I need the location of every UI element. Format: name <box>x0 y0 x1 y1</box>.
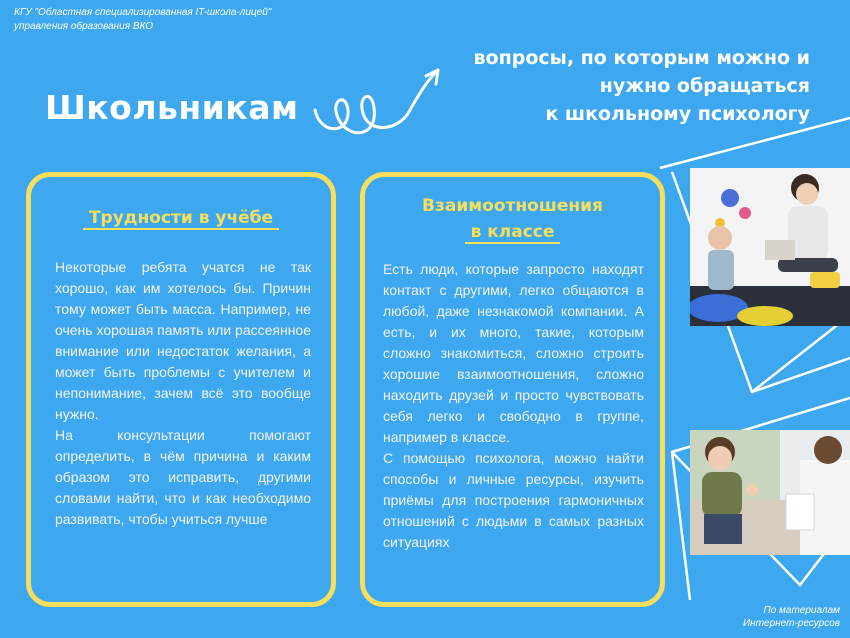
card-paragraph: С помощью психолога, можно найти способы и личные ресурсы, изучить приёмы для построения гармоничных отношений с людьми в самых разных ситуациях <box>383 450 644 550</box>
card-title <box>365 193 660 245</box>
card-title <box>31 205 331 231</box>
card-title-line: Трудности в учёбе <box>88 208 274 228</box>
frame-line <box>752 358 850 392</box>
card-paragraph: Некоторые ребята учатся не так хорошо, как им хотелось бы. Причин тому может быть масса. Например, не очень хорошая память или рассеянное внимание или недостаток желания, а может быть проблемы с учителем и непонимание, зачем всё это вообще нужно. <box>55 259 312 422</box>
credit-line: Интернет-ресурсов <box>743 618 840 629</box>
organization-header <box>14 6 271 34</box>
organization-name: КГУ "Областная специализированная IT-школа-лицей" <box>14 7 272 18</box>
photo-psychologist-with-child <box>690 168 850 326</box>
card-study-difficulties <box>26 172 336 607</box>
frame-line <box>672 452 690 600</box>
card-title-line: в классе <box>470 222 555 242</box>
arrow-head-icon <box>426 70 438 84</box>
subtitle-line: к школьному психологу <box>545 103 810 125</box>
card-body <box>55 257 311 530</box>
subtitle-line: нужно обращаться <box>599 75 810 97</box>
card-title-line: Взаимоотношения <box>422 196 603 216</box>
page-title: Школьникам <box>45 88 299 127</box>
credit-line: По материалам <box>763 605 840 616</box>
card-class-relationships <box>360 172 665 607</box>
organization-department: управления образования ВКО <box>14 21 154 32</box>
photo-child-consultation <box>690 430 850 555</box>
subtitle-line: вопросы, по которым можно и <box>473 47 810 69</box>
source-credit <box>743 604 840 630</box>
swirl-arrow-icon <box>315 72 436 133</box>
card-paragraph: Есть люди, которые запросто находят контакт с другими, легко общаются в любой, даже незнакомой компании. А есть, и их много, такие, которым сложно знакомиться, сложно строить хорошие взаимоотношения, сложно находить друзей и просто чувствовать себя легко и свободно в группе, например в классе. <box>383 261 644 445</box>
card-body <box>383 259 644 553</box>
page-subtitle <box>474 44 810 128</box>
card-paragraph: На консультации помогают определить, в чём причина и каким образом это исправить, другими словами найти, что и как необходимо развивать, чтобы учиться лучше <box>55 427 311 527</box>
